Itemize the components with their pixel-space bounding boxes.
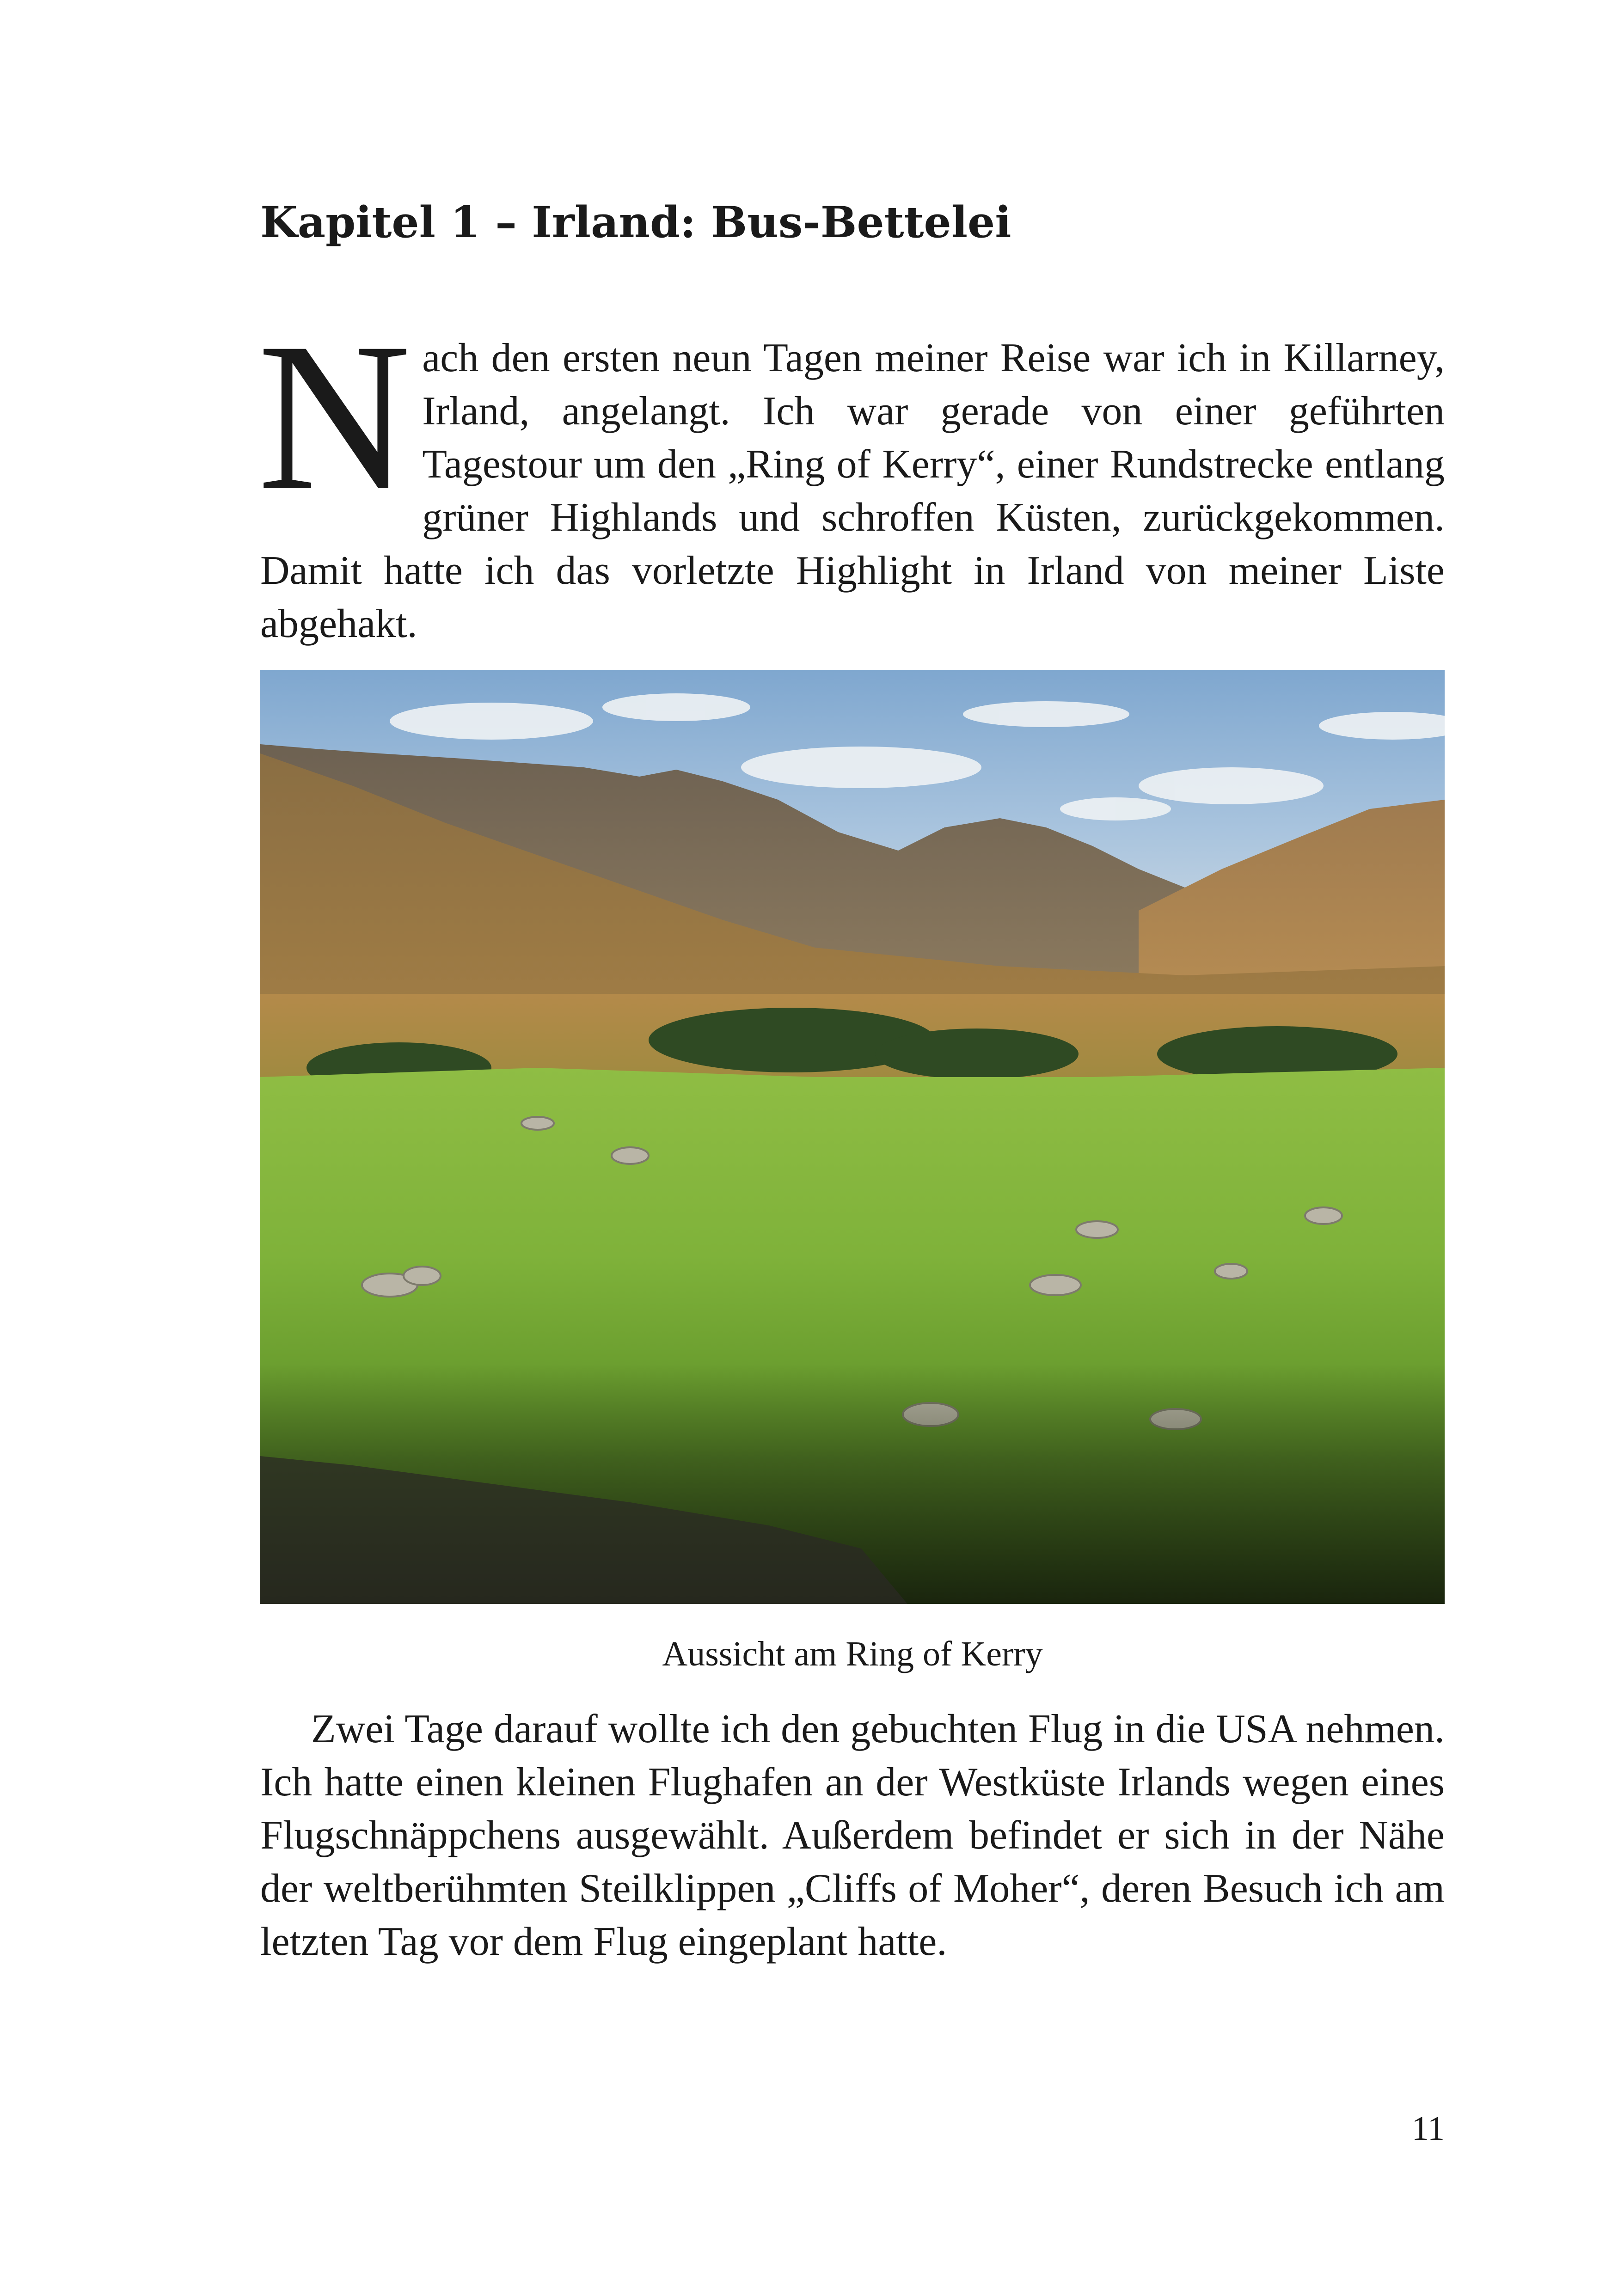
photo-caption: Aussicht am Ring of Kerry (662, 1635, 1043, 1673)
second-paragraph: Zwei Tage darauf wollte ich den gebuchten Flug in die USA nehmen. Ich hatte einen kleinen Flughafen an der Westküste Irlands wegen eines Flugschnäppchens ausgewählt. Außerdem befindet er sich in der Nähe der weltberühmten Steilklippen „Cliffs of Moher“, deren Besuch ich am letzten Tag vor dem Flug eingeplant hatte. (260, 1707, 1445, 1964)
opening-paragraph (257, 299, 1445, 650)
opening-paragraph-text: ach den ersten neun Tagen meiner Reise war ich in Killarney, Irland, angelangt. Ich war gerade von einer geführten Tagestour um den „Ring of Kerry“, einer Rundstrecke entlang grüner Highlands und schroffen Küsten, zurückgekommen. Damit hatte ich das vorletzte Highlight in Irland von meiner Liste abgehakt. (260, 336, 1445, 646)
landscape-photo (260, 670, 1445, 1604)
chapter-title: Kapitel 1 – Irland: Bus-Bettelei (260, 197, 1011, 247)
page-number: 11 (1411, 2110, 1445, 2148)
drop-cap: N (257, 299, 411, 534)
